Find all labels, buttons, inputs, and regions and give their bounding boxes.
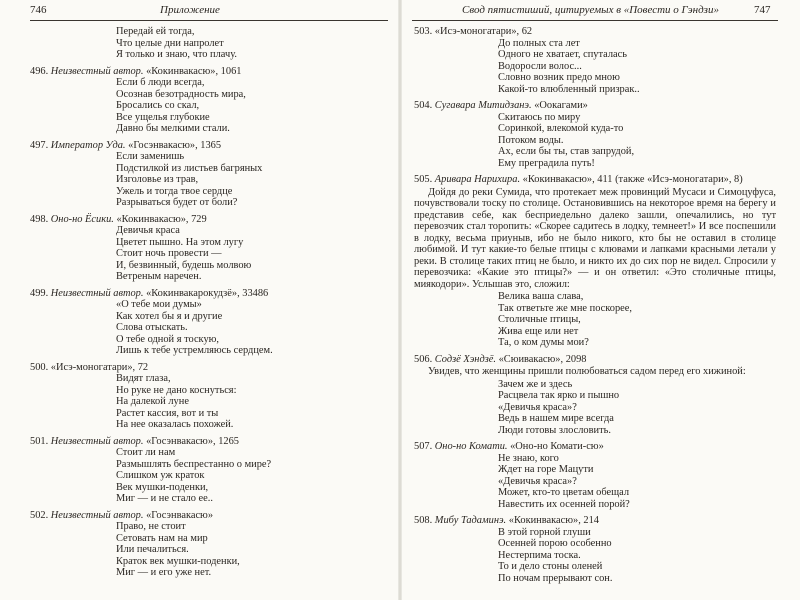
- verse-line: Стоит ли нам: [116, 447, 176, 458]
- entry-author: Неизвестный автор.: [50, 287, 144, 299]
- right-page-number: 747: [754, 4, 771, 16]
- verse-line: Передай ей тогда,: [116, 26, 195, 37]
- verse-line: Цветет пышно. На этом лугу: [116, 236, 244, 248]
- entry-author: Неизвестный автор.: [50, 509, 144, 521]
- right-header-rule: [412, 20, 778, 21]
- entry-number: 502.: [30, 509, 49, 521]
- entry-heading: [414, 441, 776, 453]
- entry-number: 507.: [414, 441, 433, 452]
- entry-heading: [414, 174, 776, 186]
- entry-source: «Госэнвакасю»: [146, 509, 214, 521]
- entry-heading: [414, 26, 776, 38]
- verse-line: Ждет на горе Мацути: [498, 464, 594, 475]
- entry-author: Неизвестный автор.: [50, 65, 144, 77]
- left-page-content: [30, 26, 388, 584]
- entry-source: «Исэ-моногатари», 72: [50, 361, 149, 373]
- verse-line: Расцвела так ярко и пышно: [498, 390, 620, 401]
- fragment-verse: [30, 26, 388, 61]
- verse-line: И, безвинный, будешь молвою: [116, 259, 252, 271]
- entry-number: 497.: [30, 139, 49, 151]
- entry-number: 505.: [414, 174, 433, 185]
- verse-line: Осенней порою особенно: [498, 538, 612, 549]
- verse-line: Потоком воды.: [498, 134, 564, 146]
- entry-author: Оно-но Комати.: [434, 441, 508, 452]
- entry-number: 506.: [414, 353, 433, 365]
- entry-number: 500.: [30, 361, 49, 373]
- verse-line: Так ответьте же мне поскорее,: [498, 302, 632, 314]
- verse-line: Зачем же и здесь: [498, 378, 573, 390]
- verse-line: Слишком уж краток: [116, 470, 205, 481]
- entry-heading: [414, 100, 776, 112]
- verse-line: Бросались со скал,: [116, 100, 200, 111]
- right-running-title: Свод пятистиший, цитируемых в «Повести о Гэндзи»: [462, 4, 719, 16]
- verse-line: Слова отыскать.: [116, 322, 188, 333]
- entry-source: «Кокинвакасю», 729: [116, 213, 207, 225]
- verse-line: Нестерпима тоска.: [498, 549, 581, 561]
- verse-line: Краток век мушки-поденки,: [116, 555, 240, 567]
- verse-line: Ведь в нашем мире всегда: [498, 413, 614, 424]
- entry-number: 508.: [414, 515, 433, 526]
- entry-author: Неизвестный автор.: [50, 435, 144, 447]
- verse-line: Видят глаза,: [116, 373, 171, 384]
- verse-line: Люди готовы злословить.: [498, 424, 611, 436]
- verse-line: Девичья краса: [116, 225, 180, 236]
- verse-line: Велика ваша слава,: [498, 291, 584, 302]
- entry-heading: [30, 288, 388, 300]
- entry-source: «Госэнвакасю», 1365: [128, 139, 222, 151]
- poem-entry: [414, 100, 776, 169]
- poem-entry: [30, 288, 388, 357]
- verse-line: Словно возник предо мною: [498, 72, 620, 83]
- entry-source: «Кокинвакарокудзё», 33486: [146, 287, 269, 299]
- entry-author: Аривара Нарихира.: [434, 174, 521, 185]
- verse-line: Я только и знаю, что плачу.: [116, 49, 237, 60]
- left-header-rule: [30, 20, 388, 21]
- right-page: [400, 0, 800, 600]
- poem-entry: [414, 354, 776, 437]
- poem-entry: [30, 436, 388, 505]
- poem-entry: [414, 515, 776, 584]
- verse-line: О тебе одной я тоскую,: [116, 333, 220, 345]
- verse-line: Столичные птицы,: [498, 314, 581, 325]
- verse-line: Изголовье из трав,: [116, 174, 199, 185]
- verse-line: Но руке не дано коснуться:: [116, 384, 237, 396]
- right-page-content: [414, 26, 776, 589]
- entry-source: «Сюивакасю», 2098: [498, 353, 587, 365]
- verse-line: Ах, если бы ты, став запрудой,: [498, 146, 635, 157]
- entry-number: 496.: [30, 65, 49, 77]
- entry-number: 503.: [414, 26, 433, 37]
- entry-source: «Кокинвакасю», 1061: [146, 65, 242, 77]
- poem-entry: [30, 214, 388, 283]
- verse-block: [498, 112, 776, 170]
- verse-line: Может, кто-то цветам обещал: [498, 487, 630, 498]
- verse-line: Ему преградила путь!: [498, 157, 595, 169]
- left-running-title: Приложение: [160, 4, 220, 16]
- entry-heading: [414, 515, 776, 527]
- verse-block: [116, 447, 388, 505]
- poem-entry: [30, 66, 388, 135]
- entry-heading: [30, 214, 388, 226]
- entry-heading: [30, 362, 388, 374]
- verse-line: «Девичья краса»?: [498, 401, 577, 413]
- verse-line: Если б люди всегда,: [116, 77, 205, 88]
- verse-line: Век мушки-поденки,: [116, 481, 209, 493]
- verse-line: Миг — и его уже нет.: [116, 567, 212, 578]
- entry-source: «Оно-но Комати-сю»: [510, 441, 604, 452]
- entry-heading: [414, 354, 776, 366]
- verse-line: Соринкой, влекомой куда-то: [498, 123, 624, 134]
- verse-line: Давно бы мелкими стали.: [116, 123, 230, 134]
- verse-block: [116, 151, 388, 209]
- verse-line: Ужель и тогда твое сердце: [116, 185, 233, 197]
- entry-author: Император Уда.: [50, 139, 126, 151]
- entry-prose: Увидев, что женщины пришли полюбоваться садом перед его хижиной:: [428, 366, 746, 377]
- verse-line: Сетовать нам на мир: [116, 532, 208, 544]
- verse-line: Что целые дни напролет: [116, 37, 224, 49]
- verse-line: Какой-то влюбленный призрак..: [498, 83, 640, 95]
- verse-line: В этой горной глуши: [498, 526, 591, 538]
- verse-line: Разрываться будет от боли?: [116, 197, 238, 208]
- verse-line: Право, не стоит: [116, 521, 186, 532]
- verse-block: [116, 77, 388, 135]
- verse-line: На далекой луне: [116, 396, 189, 407]
- verse-block: [116, 299, 388, 357]
- verse-block: [116, 225, 388, 283]
- entry-number: 499.: [30, 287, 49, 299]
- verse-line: Подстилкой из листьев багряных: [116, 162, 263, 174]
- verse-line: Размышлять беспрестанно о мире?: [116, 458, 272, 470]
- verse-line: Растет кассия, вот и ты: [116, 407, 219, 419]
- entry-source: «Кокинвакасю», 214: [508, 515, 599, 526]
- verse-line: Все ущелья глубокие: [116, 111, 210, 123]
- verse-line: Скитаюсь по миру: [498, 111, 581, 123]
- verse-line: Жива еще или нет: [498, 325, 579, 337]
- verse-line: То и дело стоны оленей: [498, 561, 603, 572]
- entry-number: 498.: [30, 213, 49, 225]
- poem-entry: [414, 441, 776, 510]
- verse-line: «Девичья краса»?: [498, 475, 577, 487]
- poem-entry: [30, 362, 388, 431]
- entry-number: 504.: [414, 100, 433, 111]
- verse-line: Осознав безотрадность мира,: [116, 88, 246, 100]
- verse-block: [498, 379, 776, 437]
- poem-entry: [414, 26, 776, 95]
- entry-heading: [30, 66, 388, 78]
- entry-source: «Госэнвакасю», 1265: [146, 435, 239, 447]
- verse-line: Та, о ком думы мои?: [498, 337, 589, 348]
- entry-source: «Кокинвакасю», 411 (также «Исэ-моногатари», 8): [522, 174, 743, 185]
- entry-number: 501.: [30, 435, 49, 447]
- verse-line: Лишь к тебе устремляюсь сердцем.: [116, 345, 273, 356]
- verse-line: Ветреным наречен.: [116, 271, 202, 282]
- verse-block: [498, 38, 776, 96]
- entry-prose: Дойдя до реки Сумида, что протекает меж провинций Мусаси и Симоцуфуса, почувствовали тоску по столице. Остановившись на некоторое время на берегу и представив себе, как бесприедельно далеко зашли, опечалились, но тут перевозчик стал торопить: «Скорее садитесь в лодку, темнеет!» И все поспешили в лодку, весьма приуныв, ибо не было никого, кто бы не оставил в столице любимой. И тут какие-то белые птицы с клювами и лапками красными летали у реки. В столице таких птиц не было, и никто их до сих пор не видел. Спросили у перевозчика: «Какие это птицы?» — и он ответил: «Это столичные птицы, миякодори». Услышав это, сложил:: [414, 186, 776, 290]
- poem-entry: [414, 174, 776, 349]
- verse-line: До полных ста лет: [498, 37, 580, 49]
- verse-block: [498, 453, 776, 511]
- verse-line: Или печалиться.: [116, 544, 189, 555]
- verse-block: [116, 521, 388, 579]
- verse-line: «О тебе мои думы»: [116, 299, 202, 310]
- verse-line: Как хотел бы я и другие: [116, 310, 223, 322]
- entry-author: Мибу Тадаминэ.: [434, 515, 507, 526]
- verse-line: Стоит ночь провести —: [116, 248, 222, 259]
- entry-author: Сугавара Митидзанэ.: [434, 100, 532, 111]
- verse-block: [116, 373, 388, 431]
- verse-line: Не знаю, кого: [498, 452, 559, 464]
- entry-author: Оно-но Ёсики.: [50, 213, 114, 225]
- entry-heading: [30, 436, 388, 448]
- verse-block: [498, 527, 776, 585]
- verse-block: [498, 291, 776, 349]
- verse-line: Водоросли волос...: [498, 60, 582, 72]
- poem-entry: [30, 140, 388, 209]
- verse-line: Миг — и не стало ее..: [116, 493, 213, 504]
- verse-line: Одного не хватает, спуталась: [498, 49, 628, 60]
- entry-heading: [30, 510, 388, 522]
- verse-line: Если заменишь: [116, 151, 185, 162]
- entry-author: Содзё Хэндзё.: [434, 353, 496, 365]
- entry-source: «Исэ-моногатари», 62: [434, 26, 533, 37]
- verse-line: На нее оказалась похожей.: [116, 419, 234, 430]
- left-page-number: 746: [30, 4, 47, 16]
- verse-line: По ночам прерывают сон.: [498, 572, 613, 584]
- poem-entry: [30, 510, 388, 579]
- verse-line: Навестить их осенней порой?: [498, 498, 630, 510]
- entry-source: «Оокагами»: [534, 100, 588, 111]
- entry-heading: [30, 140, 388, 152]
